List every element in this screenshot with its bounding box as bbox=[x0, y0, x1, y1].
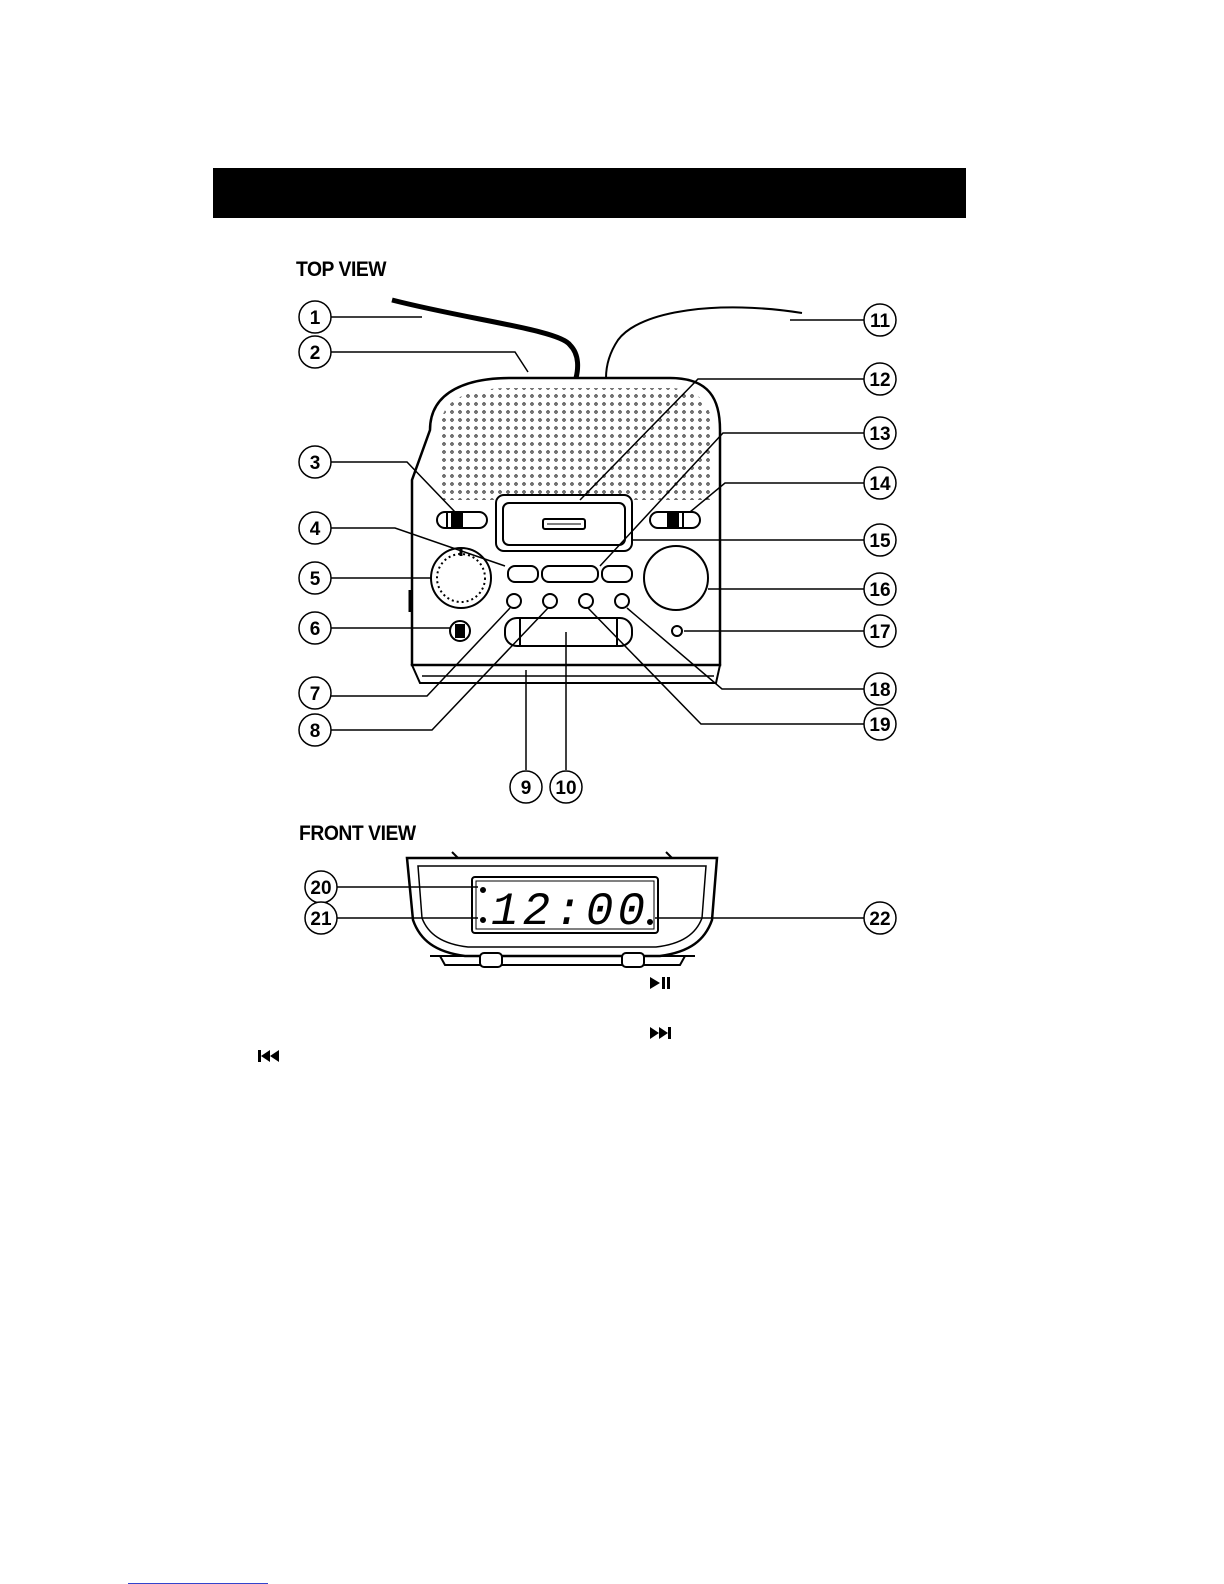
front-view-heading: FRONT VIEW bbox=[299, 822, 416, 845]
round-button-1 bbox=[507, 594, 521, 608]
callout-7: 7 bbox=[309, 684, 321, 705]
callout-3: 3 bbox=[309, 453, 321, 474]
callout-labels-top bbox=[310, 308, 891, 799]
am-indicator bbox=[481, 888, 485, 892]
tuning-dial bbox=[431, 548, 491, 608]
callout-19: 19 bbox=[869, 715, 891, 736]
callout-22: 22 bbox=[869, 909, 891, 930]
callout-17: 17 bbox=[869, 622, 891, 643]
fm-antenna bbox=[606, 307, 802, 378]
front-foot-left bbox=[480, 953, 502, 967]
callout-8: 8 bbox=[309, 721, 321, 742]
callout-2: 2 bbox=[309, 343, 321, 364]
callout-12: 12 bbox=[869, 370, 891, 391]
callout-5: 5 bbox=[309, 569, 321, 590]
button-right-top bbox=[602, 566, 632, 582]
callout-1: 1 bbox=[309, 308, 321, 329]
pm-indicator bbox=[481, 918, 485, 922]
top-view-heading: TOP VIEW bbox=[296, 258, 387, 281]
small-indicator bbox=[672, 626, 682, 636]
round-button-3 bbox=[579, 594, 593, 608]
callout-11: 11 bbox=[869, 311, 891, 332]
callout-6: 6 bbox=[309, 619, 321, 640]
callout-20: 20 bbox=[310, 878, 332, 899]
callout-18: 18 bbox=[869, 680, 891, 701]
round-button-2 bbox=[543, 594, 557, 608]
front-foot-right bbox=[622, 953, 644, 967]
callout-10: 10 bbox=[555, 778, 577, 799]
play-pause-icon bbox=[650, 977, 670, 989]
callout-9: 9 bbox=[520, 778, 532, 799]
round-button-4 bbox=[615, 594, 629, 608]
button-left-top bbox=[508, 566, 538, 582]
callout-15: 15 bbox=[869, 531, 891, 552]
callout-14: 14 bbox=[869, 474, 891, 495]
power-cord bbox=[392, 300, 578, 378]
skip-previous-icon bbox=[258, 1050, 279, 1062]
snooze-bar bbox=[505, 618, 632, 646]
button-center-top bbox=[542, 566, 598, 582]
top-view-drawing bbox=[392, 300, 802, 683]
callout-21: 21 bbox=[310, 909, 332, 930]
callout-4: 4 bbox=[309, 519, 321, 540]
callout-16: 16 bbox=[869, 580, 891, 601]
skip-next-icon bbox=[650, 1027, 671, 1039]
callout-13: 13 bbox=[869, 424, 891, 445]
clock-display: 12:00 bbox=[490, 886, 650, 938]
large-round-button bbox=[644, 546, 708, 610]
